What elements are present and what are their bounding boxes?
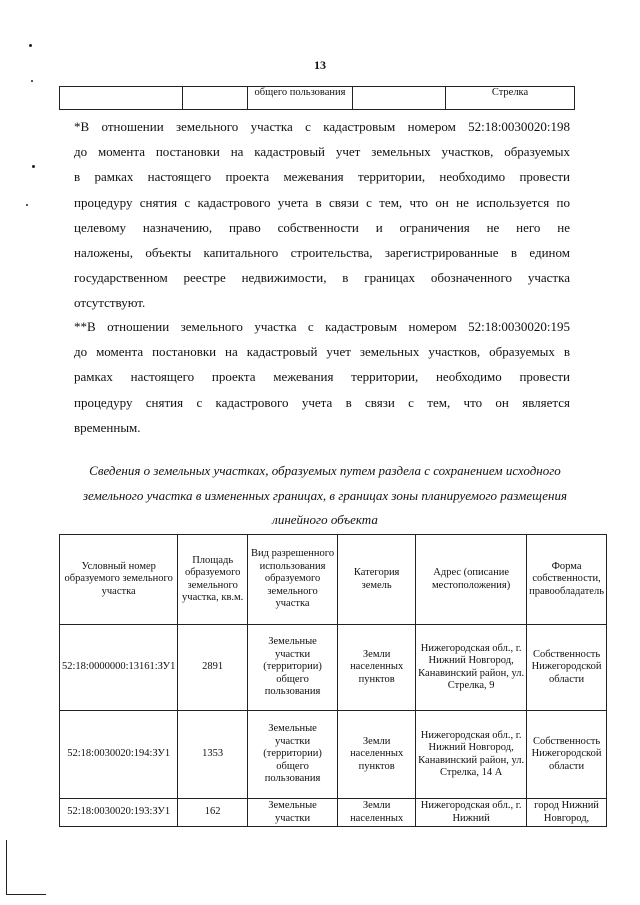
table-cell: Стрелка bbox=[446, 87, 575, 110]
column-header: Условный номер образуемого земельного участка bbox=[60, 535, 178, 625]
top-table bbox=[59, 86, 575, 110]
scan-mark bbox=[29, 44, 32, 47]
scan-edge-line bbox=[6, 894, 46, 895]
table-cell bbox=[183, 87, 248, 110]
table-cell: Земельные участки bbox=[247, 799, 337, 827]
text-line: государственном реестре недвижимости, в границах обозначенного участка bbox=[74, 270, 570, 286]
section-title: Сведения о земельных участках, образуемых путем раздела с сохранением исходного земельного участка в измененных границах, в границах зоны планируемого размещения линейного объекта bbox=[82, 463, 567, 527]
table-cell: 52:18:0030020:193:ЗУ1 bbox=[60, 799, 178, 827]
text-line: рамках настоящего проекта межевания территории, необходимо провести bbox=[74, 369, 570, 385]
text-line: временным. bbox=[74, 419, 141, 435]
text-line: целевому назначению, право собственности и ограничения не него не bbox=[74, 219, 570, 235]
table-row bbox=[60, 87, 575, 110]
parcels-table bbox=[59, 534, 607, 827]
text-line: процедуру снятия с кадастрового учета в связи с тем, что он не используется по bbox=[74, 194, 570, 210]
table-cell: город Нижний Новгород, bbox=[527, 799, 607, 827]
table-row bbox=[60, 625, 607, 711]
table-cell: Земли населенных bbox=[338, 799, 416, 827]
table-cell: 162 bbox=[178, 799, 248, 827]
column-header: Категория земель bbox=[338, 535, 416, 625]
text-line: **В отношении земельного участка с кадастровым номером 52:18:0030020:195 bbox=[74, 319, 570, 334]
table-row bbox=[60, 711, 607, 799]
text-line: в рамках настоящего проекта межевания территории, необходимо провести bbox=[74, 169, 570, 185]
table-cell: Нижегородская обл., г. Нижний Новгород, Канавинский район, ул. Стрелка, 9 bbox=[416, 625, 527, 711]
table-cell: общего пользования bbox=[248, 87, 353, 110]
column-header: Площадь образуемого земельного участка, кв.м. bbox=[178, 535, 248, 625]
column-header: Форма собственности, правообладатель bbox=[527, 535, 607, 625]
table-cell: 52:18:0000000:13161:ЗУ1 bbox=[60, 625, 178, 711]
table-cell: Нижегородская обл., г. Нижний Новгород, Канавинский район, ул. Стрелка, 14 А bbox=[416, 711, 527, 799]
scan-edge-line bbox=[6, 840, 7, 895]
text-line: наложены, объекты капитального строительства, зарегистрированные в едином bbox=[74, 245, 570, 261]
column-header: Адрес (описание местоположения) bbox=[416, 535, 527, 625]
table-cell bbox=[353, 87, 446, 110]
page-number: 13 bbox=[314, 58, 326, 72]
table-cell: Земли населенных пунктов bbox=[338, 625, 416, 711]
table-cell: 1353 bbox=[178, 711, 248, 799]
table-cell: 2891 bbox=[178, 625, 248, 711]
table-cell: Земельные участки (территории) общего пользования bbox=[247, 625, 337, 711]
scan-mark bbox=[26, 204, 28, 206]
text-line: до момента постановки на кадастровый учет земельных участков, образуемых bbox=[74, 144, 570, 160]
table-row bbox=[60, 799, 607, 827]
table-cell: Земли населенных пунктов bbox=[338, 711, 416, 799]
table-cell: Нижегородская обл., г. Нижний bbox=[416, 799, 527, 827]
table-cell: 52:18:0030020:194:ЗУ1 bbox=[60, 711, 178, 799]
text-line: *В отношении земельного участка с кадастровым номером 52:18:0030020:198 bbox=[74, 119, 570, 134]
scan-mark bbox=[32, 165, 35, 168]
table-cell: Земельные участки (территории) общего пользования bbox=[247, 711, 337, 799]
scan-mark bbox=[31, 80, 33, 82]
text-line: отсутствуют. bbox=[74, 295, 146, 311]
paragraph bbox=[74, 314, 570, 440]
table-cell: Собственность Нижегородской области bbox=[527, 711, 607, 799]
table-cell bbox=[60, 87, 183, 110]
table-header-row bbox=[60, 535, 607, 625]
column-header: Вид разрешенного использования образуемого земельного участка bbox=[247, 535, 337, 625]
text-line: до момента постановки на кадастровый учет земельных участков, образуемых в bbox=[74, 344, 570, 360]
paragraph bbox=[74, 114, 570, 316]
text-line: процедуру снятия с кадастрового учета в связи с тем, что он является bbox=[74, 394, 570, 410]
table-cell: Собственность Нижегородской области bbox=[527, 625, 607, 711]
